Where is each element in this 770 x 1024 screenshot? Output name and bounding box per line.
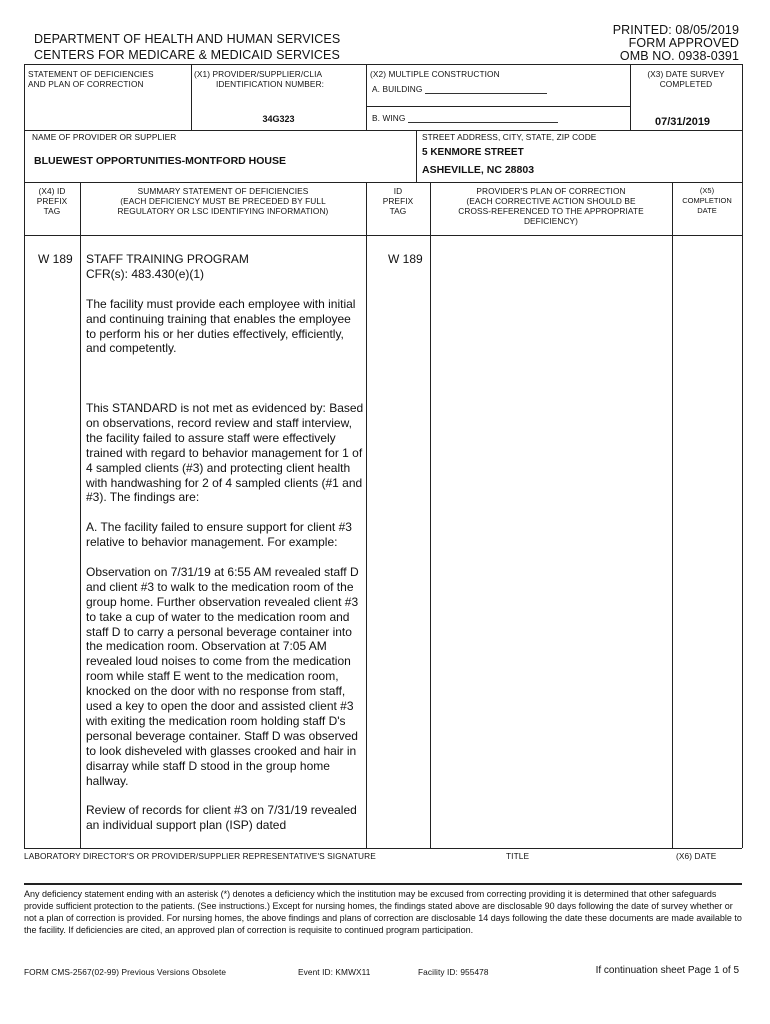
address-label: STREET ADDRESS, CITY, STATE, ZIP CODE xyxy=(422,132,597,142)
x5-header xyxy=(672,186,742,216)
x4-header xyxy=(24,186,80,216)
column-divider xyxy=(366,182,367,848)
x4-header-line: PREFIX xyxy=(36,196,68,206)
date-label: (X6) DATE xyxy=(676,851,717,861)
agency-line-2: CENTERS FOR MEDICARE & MEDICAID SERVICES xyxy=(34,48,340,62)
provider-name-label: NAME OF PROVIDER OR SUPPLIER xyxy=(32,132,177,142)
divider xyxy=(24,130,742,131)
column-divider xyxy=(672,182,673,848)
frame-left xyxy=(24,64,25,848)
frame-right xyxy=(742,64,743,848)
x4-header-line: TAG xyxy=(43,206,61,216)
x5-header-line: (X5) xyxy=(699,186,715,195)
id-header-line: TAG xyxy=(389,206,407,216)
x4-header-line: (X4) ID xyxy=(38,186,66,196)
disclaimer: Any deficiency statement ending with an asterisk (*) denotes a deficiency which the institution may be excused from correcting providing it is determined that other safeguards provide sufficient protection to the patients. (See instructions.) Except for nursing homes, the findings stated above are disclosable 90 days following the date of survey whether or not a plan of correction is provided. For nursing homes, the above findings and plans of correction are disclosable 14 days following the date these documents are made available to the facility. If deficiencies are cited, an approved plan of correction is requisite to continued program participation. xyxy=(24,889,742,935)
plan-header-line: CROSS-REFERENCED TO THE APPROPRIATE xyxy=(458,206,644,216)
column-divider xyxy=(430,182,431,848)
regulation-text: The facility must provide each employee with initial and continuing training that enables the employee to perform his or her duties effectively, efficiently, and competently. xyxy=(86,296,356,356)
form-approved: FORM APPROVED xyxy=(628,36,739,50)
column-divider xyxy=(80,182,81,848)
survey-completed-date: 07/31/2019 xyxy=(655,116,711,128)
divider xyxy=(24,235,742,236)
plan-header-line: (EACH CORRECTIVE ACTION SHOULD BE xyxy=(466,196,636,206)
statement-label-1: STATEMENT OF DEFICIENCIES xyxy=(28,69,154,79)
event-id: Event ID: KMWX11 xyxy=(298,967,371,977)
signature-label: LABORATORY DIRECTOR'S OR PROVIDER/SUPPLIER REPRESENTATIVE'S SIGNATURE xyxy=(24,851,376,861)
wing-field xyxy=(408,115,558,123)
x5-header-line: DATE xyxy=(697,206,717,215)
wing-label xyxy=(372,113,558,123)
left-prefix-tag: W 189 xyxy=(38,252,73,266)
provider-name: BLUEWEST OPPORTUNITIES-MONTFORD HOUSE xyxy=(34,155,286,167)
cfr-reference: CFR(s): 483.430(e)(1) xyxy=(86,266,205,281)
findings-intro: This STANDARD is not met as evidenced by: Based on observations, record review and staff interview, the facility failed to assure staff were effectively trained with regard to behavior management for 1 of 4 sampled clients (#3) and protecting client health with handwashing for 2 of 4 sampled clients (#1 and #3). The findings are: xyxy=(86,401,364,505)
divider xyxy=(416,130,417,182)
facility-id: Facility ID: 955478 xyxy=(418,967,489,977)
street-address: 5 KENMORE STREET xyxy=(422,147,524,158)
wing-label-text: B. WING xyxy=(372,113,406,123)
plan-header xyxy=(430,186,672,226)
divider xyxy=(366,106,630,107)
deficiency-summary xyxy=(86,252,364,833)
agency-line-1: DEPARTMENT OF HEALTH AND HUMAN SERVICES xyxy=(34,32,341,46)
summary-header-line: (EACH DEFICIENCY MUST BE PRECEDED BY FULL xyxy=(120,196,326,206)
printed-date: PRINTED: 08/05/2019 xyxy=(612,23,739,37)
x5-header-line: COMPLETION xyxy=(682,196,732,205)
id-header-line: PREFIX xyxy=(382,196,414,206)
id-header-line: ID xyxy=(393,186,403,196)
x1-label-2: IDENTIFICATION NUMBER: xyxy=(216,79,325,89)
x1-label-1: (X1) PROVIDER/SUPPLIER/CLIA xyxy=(194,69,323,79)
divider xyxy=(24,883,742,885)
divider xyxy=(24,848,742,849)
x3-label-2: COMPLETED xyxy=(659,79,713,89)
title-label: TITLE xyxy=(506,851,530,861)
continuation-page: If continuation sheet Page 1 of 5 xyxy=(595,965,739,976)
omb-number: OMB NO. 0938-0391 xyxy=(619,49,739,63)
statement-label-2: AND PLAN OF CORRECTION xyxy=(28,79,144,89)
record-review-paragraph: Review of records for client #3 on 7/31/19 revealed an individual support plan (ISP) dated xyxy=(86,803,357,833)
right-prefix-tag: W 189 xyxy=(388,252,423,266)
summary-header-line: SUMMARY STATEMENT OF DEFICIENCIES xyxy=(137,186,309,196)
city-state-zip: ASHEVILLE, NC 28803 xyxy=(422,164,535,176)
x2-label: (X2) MULTIPLE CONSTRUCTION xyxy=(370,69,500,79)
top-box-border xyxy=(24,64,742,65)
summary-header-line: REGULATORY OR LSC IDENTIFYING INFORMATION) xyxy=(117,206,329,216)
building-label xyxy=(372,84,547,94)
observation-paragraph: Observation on 7/31/19 at 6:55 AM revealed staff D and client #3 to walk to the medication room of the group home. Further observation revealed client #3 to take a cup of water to the medication room and staff D to carry a personal beverage container into the medication room. Observation at 7:05 AM revealed loud noises to come from the medication room while staff E went to the medication room, knocked on the door with no response from staff, used a key to open the door and assisted client #3 with exiting the medication room holding staff D's personal beverage container. Staff D was observed to look disheveled with glasses crooked and hair in disarray while staff D stood in the group home hallway. xyxy=(86,564,359,788)
form-id: FORM CMS-2567(02-99) Previous Versions Obsolete xyxy=(24,967,227,977)
summary-header xyxy=(80,186,366,216)
finding-a: A. The facility failed to ensure support for client #3 relative to behavior management. For example: xyxy=(86,520,352,550)
plan-header-line: PROVIDER'S PLAN OF CORRECTION xyxy=(476,186,626,196)
building-label-text: A. BUILDING xyxy=(372,84,423,94)
divider xyxy=(366,64,367,130)
x3-label-1: (X3) DATE SURVEY xyxy=(647,69,725,79)
plan-header-line: DEFICIENCY) xyxy=(523,216,579,226)
building-field xyxy=(425,86,547,94)
divider xyxy=(24,182,742,183)
id-header xyxy=(366,186,430,216)
provider-id-number: 34G323 xyxy=(262,114,295,124)
deficiency-title: STAFF TRAINING PROGRAM xyxy=(86,252,249,266)
